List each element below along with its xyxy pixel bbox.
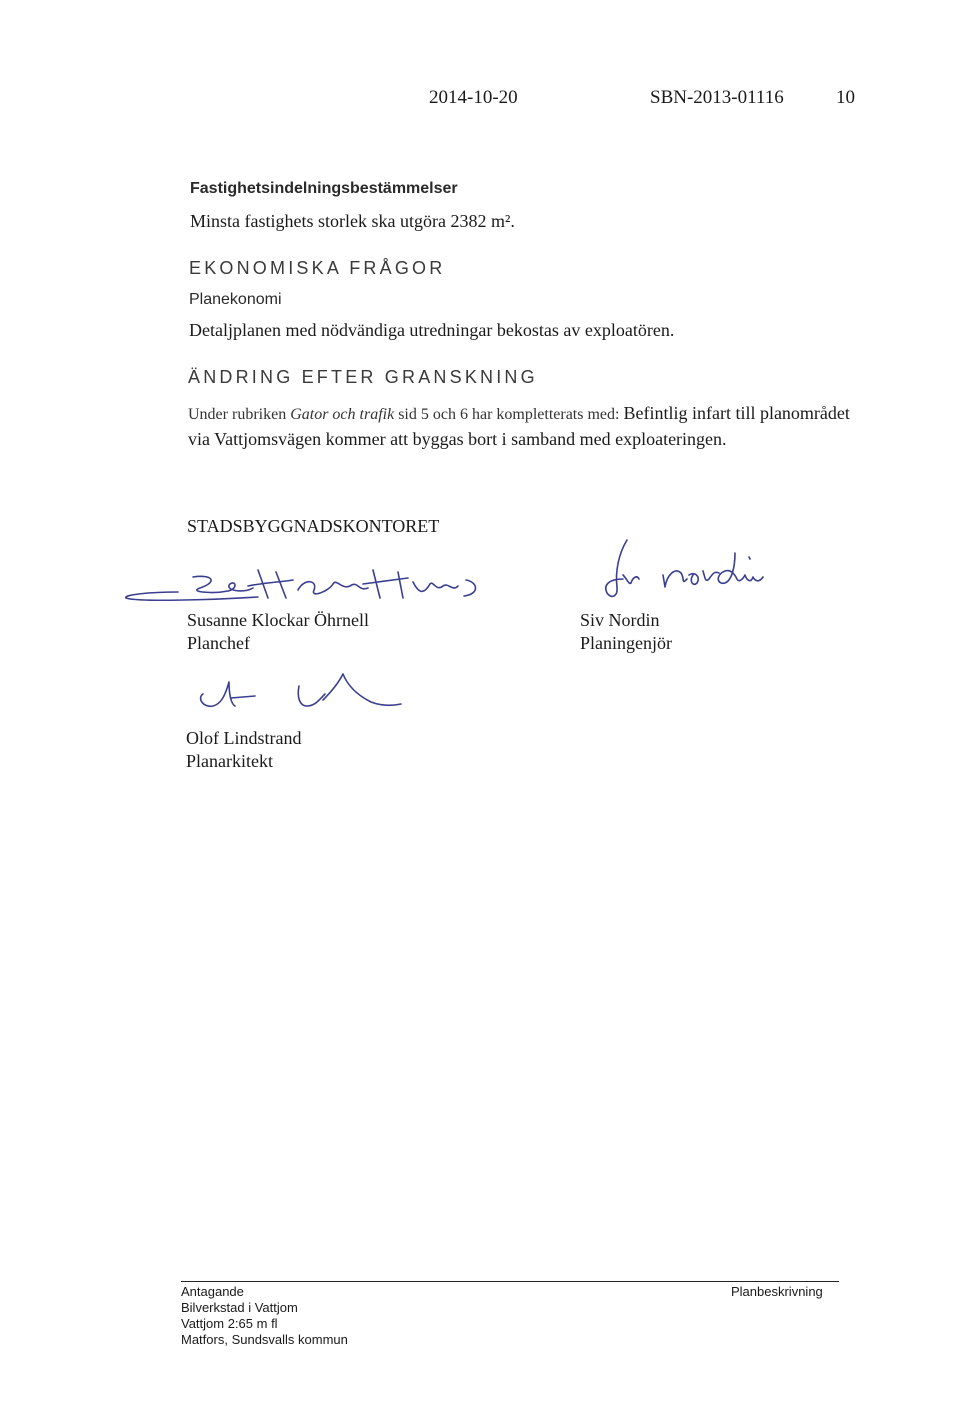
andring-text-lead-1: Under rubriken <box>188 406 291 423</box>
footer-rule <box>181 1281 839 1282</box>
signatory-3-name: Olof Lindstrand <box>186 728 302 748</box>
fastighet-text: Minsta fastighets storlek ska utgöra 2382 m². <box>190 211 515 231</box>
planekonomi-subheading: Planekonomi <box>189 291 282 308</box>
footer-left <box>181 1284 348 1348</box>
footer-line-4: Matfors, Sundsvalls kommun <box>181 1332 348 1347</box>
signature-siv <box>585 535 785 605</box>
signature-olof <box>195 668 405 718</box>
footer-line-2: Bilverkstad i Vattjom <box>181 1300 298 1315</box>
andring-text-lead-2: sid 5 och 6 har kompletterats med: <box>394 406 624 423</box>
fastighet-heading: Fastighetsindelningsbestämmelser <box>190 180 458 197</box>
signatory-1-title: Planchef <box>187 633 250 653</box>
signatory-3-title: Planarkitekt <box>186 751 273 771</box>
page-number: 10 <box>836 87 855 108</box>
ekonomiska-heading: EKONOMISKA FRÅGOR <box>189 258 446 278</box>
signatory-2-name: Siv Nordin <box>580 610 660 630</box>
document-reference: SBN-2013-01116 <box>650 87 784 108</box>
signatory-2-title: Planingenjör <box>580 633 672 653</box>
andring-paragraph <box>188 401 868 451</box>
andring-heading: ÄNDRING EFTER GRANSKNING <box>188 367 538 387</box>
footer-line-1: Antagande <box>181 1284 244 1299</box>
document-date: 2014-10-20 <box>429 87 518 108</box>
andring-text-rest: Befintlig infart till planområdet via Vattjomsvägen kommer att byggas bort i samband med exploateringen. <box>188 403 850 449</box>
ekonomiska-text: Detaljplanen med nödvändiga utredningar bekostas av exploatören. <box>189 320 675 340</box>
signatory-1-name: Susanne Klockar Öhrnell <box>187 610 369 630</box>
footer-line-3: Vattjom 2:65 m fl <box>181 1316 278 1331</box>
office-name: STADSBYGGNADSKONTORET <box>187 516 440 536</box>
footer-document-type: Planbeskrivning <box>731 1284 823 1299</box>
andring-text-italic: Gator och trafik <box>290 406 395 423</box>
signature-susanne <box>118 562 488 612</box>
